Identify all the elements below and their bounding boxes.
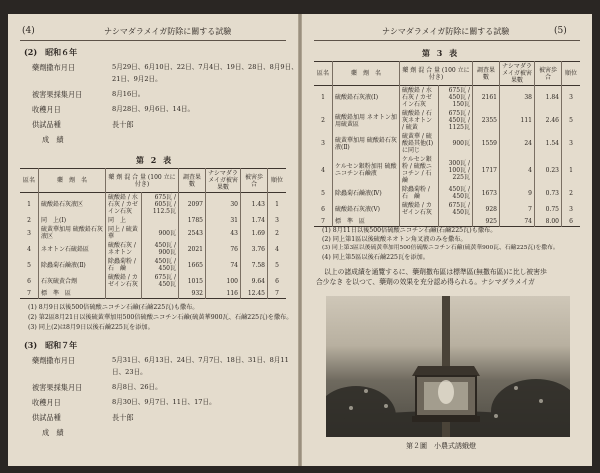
table-cell-region-id: 4 (27, 245, 31, 253)
column-header: 被害歩合 (535, 62, 562, 86)
table-cell-rank: 3 (562, 86, 581, 110)
table-cell-sample-count: 2161 (473, 86, 500, 110)
field-value: 8月28日、9月6日、14日。 (112, 105, 195, 113)
table-cell-damaged-count: 74 (500, 217, 535, 227)
table-note: (2) 同上第1區以後硫酸ネオトン角叉液のみを撒布。 (322, 236, 467, 243)
field-value: 5月31日、6月13日、24日、7月7日、18日、31日、8月11 (112, 356, 289, 364)
table-cell-region-id: 4 (321, 166, 325, 174)
table-cell-damage-rate: 0.75 (535, 201, 562, 217)
field-label: 藥劑撒布月日 (32, 356, 76, 365)
field-value: 長十郎 (112, 413, 134, 422)
table-cell-region-id: 2 (321, 117, 325, 124)
table-cell-rank: 7 (268, 289, 287, 299)
table-cell-sample-count: 1665 (179, 257, 206, 273)
table-row (314, 185, 580, 201)
table-cell-mixture-name (106, 289, 142, 299)
column-header: 藥 劑 混 合 量 (100 立に付き) (106, 169, 179, 193)
table-cell-region-id: 2 (27, 217, 31, 224)
table-note: (1) 8月9日以後500倍硫酸ニコチン石鹼(石鹼225瓦)も撒布。 (28, 304, 199, 311)
field-label: 供試品種 (32, 413, 61, 422)
table-cell-mixture-amount: 675瓦 / 450瓦 / 150瓦 (438, 86, 472, 110)
field-label: 藥劑撒布月日 (32, 63, 76, 72)
table-cell-agent-name: 硫酸鉛石灰液(Ⅴ) (333, 201, 400, 217)
table-note: (3) 同上(2)は8月9日以後石鹼225瓦を添加。 (28, 324, 154, 331)
field-value: 5月29日、6月10日、22日、7月4日、19日、28日、8月9日、 (112, 63, 298, 71)
table-cell-mixture-amount: 450瓦 / 450瓦 (438, 185, 472, 201)
table-cell-agent-name: 同 上(Ⅰ) (39, 216, 106, 225)
column-header: 調査果數 (179, 169, 206, 193)
table-cell-mixture-amount: 300瓦 / 100瓦 / 225瓦 (438, 155, 472, 185)
table-cell-damaged-count: 30 (206, 193, 241, 217)
table-cell-damage-rate: 0.23 (535, 155, 562, 185)
table-cell-sample-count: 932 (179, 289, 206, 299)
table-cell-agent-name: 硫黃華加用 硫酸鉛石灰液区 (39, 225, 106, 241)
results-table-3 (314, 61, 580, 227)
table-cell-sample-count: 2021 (179, 241, 206, 257)
results-label: 成 績 (42, 135, 64, 144)
table-cell-rank: 6 (562, 217, 581, 227)
table-cell-agent-name: 石灰硫黄合劑 (39, 273, 106, 289)
table-cell-mixture-name: 硫酸鉛 / 水石灰 / カゼイン石灰 (106, 193, 142, 217)
table-cell-agent-name: 標 準 區 (333, 217, 400, 227)
running-title: ナシマダラメイガ防除に關する試驗 (382, 27, 510, 36)
table-cell-region-id: 5 (321, 189, 325, 197)
table-cell-damaged-count: 7 (500, 201, 535, 217)
table-cell-sample-count: 1559 (473, 132, 500, 155)
table-title: 第 3 表 (422, 48, 460, 58)
table-note: (1) 8月11日以後500倍硫酸ニコチン石鹼(石鹼225瓦)も撒布。 (322, 227, 497, 234)
table-cell-sample-count: 1785 (179, 216, 206, 225)
table-cell-damage-rate: 8.00 (535, 217, 562, 227)
table-cell-damaged-count: 9 (500, 185, 535, 201)
table-cell-mixture-name: ケルセン銀粉 / 硫酸ニコチン / 石鹼 (400, 155, 439, 185)
table-cell-mixture-name: 同上 / 硫黃華 (106, 225, 142, 241)
table-cell-region-id: 5 (27, 261, 31, 269)
field-value: 長十郎 (112, 120, 134, 129)
table-cell-agent-name: ケルセン銀粉加用 硫酸ニコチン石鹼液 (333, 155, 400, 185)
table-cell-damaged-count: 116 (206, 289, 241, 299)
table-row (20, 241, 286, 257)
table-row (20, 289, 286, 299)
table-cell-region-id: 7 (27, 290, 31, 297)
section-heading: (2) 昭和６年 (24, 47, 78, 57)
right-page (302, 14, 592, 466)
column-header: 區名 (316, 70, 329, 77)
table-cell-rank: 1 (268, 193, 287, 217)
table-cell-damage-rate: 7.58 (241, 257, 268, 273)
table-cell-region-id: 1 (321, 94, 325, 101)
column-header: ナシマダラメイガ被害果數 (500, 62, 535, 86)
figure-caption: 第２圖 小農式誘蛾燈 (406, 442, 476, 450)
column-header: 藥 劑 名 (39, 169, 106, 193)
table-cell-damaged-count: 76 (206, 241, 241, 257)
table-cell-agent-name: 除蟲菊石鹼液(Ⅱ) (39, 257, 106, 273)
table-cell-damaged-count: 38 (500, 86, 535, 110)
table-cell-rank: 1 (562, 155, 581, 185)
table-cell-agent-name: 硫酸鉛石灰液区 (39, 193, 106, 217)
left-page (8, 14, 298, 466)
table-cell-region-id: 3 (27, 229, 31, 237)
table-cell-mixture-amount: 450瓦 / 450瓦 (142, 257, 179, 273)
body-paragraph-line: 以上の諸成績を通覽するに、藥劑撒布區は標準區(無撒布區)に比し被害歩 (324, 268, 547, 276)
table-cell-mixture-name: 硫酸鉛 / 水石灰 / カゼイン石灰 (400, 86, 439, 110)
table-cell-sample-count: 1717 (473, 155, 500, 185)
table-cell-region-id: 3 (321, 140, 325, 147)
table-cell-rank: 5 (562, 109, 581, 132)
table-cell-damaged-count: 24 (500, 132, 535, 155)
table-cell-rank: 5 (268, 257, 287, 273)
table-cell-damaged-count: 43 (206, 225, 241, 241)
table-cell-mixture-name: 硫酸石灰 / ネオトン (106, 241, 142, 257)
table-cell-agent-name: ネオトン石硫鉛區 (39, 241, 106, 257)
table-cell-mixture-name: 硫黃華 / 硫酸鉛其他(Ⅰ)に同じ (400, 132, 439, 155)
table-cell-mixture-amount: 675瓦 / 450瓦 (142, 273, 179, 289)
table-cell-mixture-name: 硫酸鉛 / カゼイン石灰 (400, 201, 439, 217)
table-cell-mixture-amount (142, 289, 179, 299)
field-value: 8月16日。 (112, 90, 145, 98)
table-cell-rank: 4 (268, 241, 287, 257)
column-header: 順位 (562, 62, 581, 86)
table-cell-sample-count: 2355 (473, 109, 500, 132)
table-cell-rank: 6 (268, 273, 287, 289)
column-header: ナシマダラメイガ被害果數 (206, 169, 241, 193)
field-label: 被害果採集月日 (32, 383, 83, 392)
field-value: 8月8日、26日。 (112, 383, 162, 391)
table-cell-sample-count: 1673 (473, 185, 500, 201)
column-header: 藥 劑 混 合 量 (100 立に付き) (400, 62, 473, 86)
table-cell-sample-count: 928 (473, 201, 500, 217)
table-cell-sample-count: 1015 (179, 273, 206, 289)
table-cell-agent-name: 標 準 區 (39, 289, 106, 299)
table-row (20, 273, 286, 289)
table-cell-mixture-amount: 900瓦 (438, 132, 472, 155)
table-cell-damage-rate: 3.76 (241, 241, 268, 257)
table-cell-region-id: 1 (27, 201, 31, 208)
table-cell-agent-name: 硫酸鉛加用 ネオトン加用硫黃區 (333, 109, 400, 132)
body-paragraph-line: 合少なき を以つて、藥劑の效果を充分認め得られる。ナシマダラメイガ (316, 278, 535, 286)
table-note: (3) 同上第3區以後硫黃華加用500倍硫酸ニコチン石鹼(硫黃華900瓦、石鹼225瓦)を撒布。 (322, 245, 559, 251)
table-cell-rank: 3 (562, 201, 581, 217)
field-label: 被害果採集月日 (32, 90, 83, 99)
table-cell-damage-rate: 9.64 (241, 273, 268, 289)
table-row (314, 201, 580, 217)
table-note: (2) 第2區8月21日以後硫黃華加用500倍硫酸ニコチン石鹼(硫黃華900瓦、石鹼225瓦)を撒布。 (28, 314, 293, 321)
table-cell-region-id: 6 (27, 277, 31, 285)
table-cell-damaged-count: 31 (206, 216, 241, 225)
table-cell-damage-rate: 2.46 (535, 109, 562, 132)
table-cell-region-id: 7 (321, 218, 325, 225)
table-cell-mixture-name: 硫酸鉛 / カゼイン石灰 (106, 273, 142, 289)
field-label: 供試品種 (32, 120, 61, 129)
table-row (20, 216, 286, 225)
section-heading: (3) 昭和７年 (24, 340, 78, 350)
table-cell-mixture-amount: 900瓦 (142, 225, 179, 241)
field-value: 21日、9月2日。 (112, 75, 162, 83)
table-cell-mixture-amount: 675瓦 / 450瓦 / 1125瓦 (438, 109, 472, 132)
table-cell-sample-count: 925 (473, 217, 500, 227)
table-cell-damaged-count: 4 (500, 155, 535, 185)
table-cell-mixture-amount: 675瓦 / 605瓦 / 112.5瓦 (142, 193, 179, 217)
table-header-row (314, 62, 580, 86)
table-cell-sample-count: 2097 (179, 193, 206, 217)
table-cell-damage-rate: 12.45 (241, 289, 268, 299)
table-cell-rank: 3 (268, 216, 287, 225)
column-header: 調査果數 (473, 62, 500, 86)
table-title: 第 2 表 (136, 155, 174, 165)
table-cell-mixture-amount: 675瓦 / 450瓦 (438, 201, 472, 217)
page-number: (4) (22, 26, 35, 36)
results-label: 成 績 (42, 428, 64, 437)
table-row (314, 86, 580, 110)
table-cell-rank: 3 (562, 132, 581, 155)
header-rule (314, 40, 580, 41)
table-row (314, 109, 580, 132)
column-header: 區名 (22, 177, 35, 184)
running-title: ナシマダラメイガ防除に關する試驗 (104, 27, 232, 36)
table-cell-damage-rate: 1.69 (241, 225, 268, 241)
table-row (20, 193, 286, 217)
lamp-illustration (326, 296, 570, 437)
column-header: 被害歩合 (241, 169, 268, 193)
field-value: 日、23日。 (112, 368, 147, 376)
table-cell-damage-rate: 1.54 (535, 132, 562, 155)
page-number: (5) (554, 26, 567, 36)
column-header: 藥 劑 名 (333, 62, 400, 86)
field-label: 收穫月日 (32, 105, 61, 114)
table-cell-rank: 2 (562, 185, 581, 201)
table-cell-agent-name: 硫酸鉛石灰液(Ⅰ) (333, 86, 400, 110)
table-cell-agent-name: 除蟲菊石鹼液(Ⅳ) (333, 185, 400, 201)
table-header-row (20, 169, 286, 193)
table-cell-rank: 2 (268, 225, 287, 241)
table-cell-mixture-name: 硫酸鉛 / 石灰ネオトン / 硫黃 (400, 109, 439, 132)
header-rule (20, 40, 286, 41)
table-row (314, 155, 580, 185)
table-cell-damage-rate: 0.73 (535, 185, 562, 201)
column-header: 順位 (268, 169, 287, 193)
table-cell-damaged-count: 100 (206, 273, 241, 289)
table-cell-mixture-amount: 450瓦 / 900瓦 (142, 241, 179, 257)
table-row (314, 132, 580, 155)
table-cell-damage-rate: 1.84 (535, 86, 562, 110)
table-row (20, 225, 286, 241)
field-label: 收穫月日 (32, 398, 61, 407)
table-cell-agent-name: 硫黃華加用 硫酸鉛石灰液(Ⅱ) (333, 132, 400, 155)
table-note: (4) 同上第5區以後石鹼225瓦を添加。 (322, 254, 429, 261)
table-cell-damaged-count: 111 (500, 109, 535, 132)
table-cell-mixture-name: 除蟲菊粉 / 石 鹼 (106, 257, 142, 273)
table-cell-damage-rate: 1.74 (241, 216, 268, 225)
table-cell-region-id: 6 (321, 205, 325, 213)
insect-lamp-photo (326, 296, 570, 437)
table-cell-damage-rate: 1.43 (241, 193, 268, 217)
table-cell-sample-count: 2543 (179, 225, 206, 241)
table-cell-mixture-name: 除蟲菊粉 / 石 鹼 (400, 185, 439, 201)
table-row (20, 257, 286, 273)
table-cell-mixture-name: 同 上 (106, 216, 142, 225)
field-value: 8月30日、9月7日、11日、17日。 (112, 398, 216, 406)
results-table-2 (20, 168, 286, 299)
table-cell-mixture-amount (142, 216, 179, 225)
table-cell-damaged-count: 74 (206, 257, 241, 273)
